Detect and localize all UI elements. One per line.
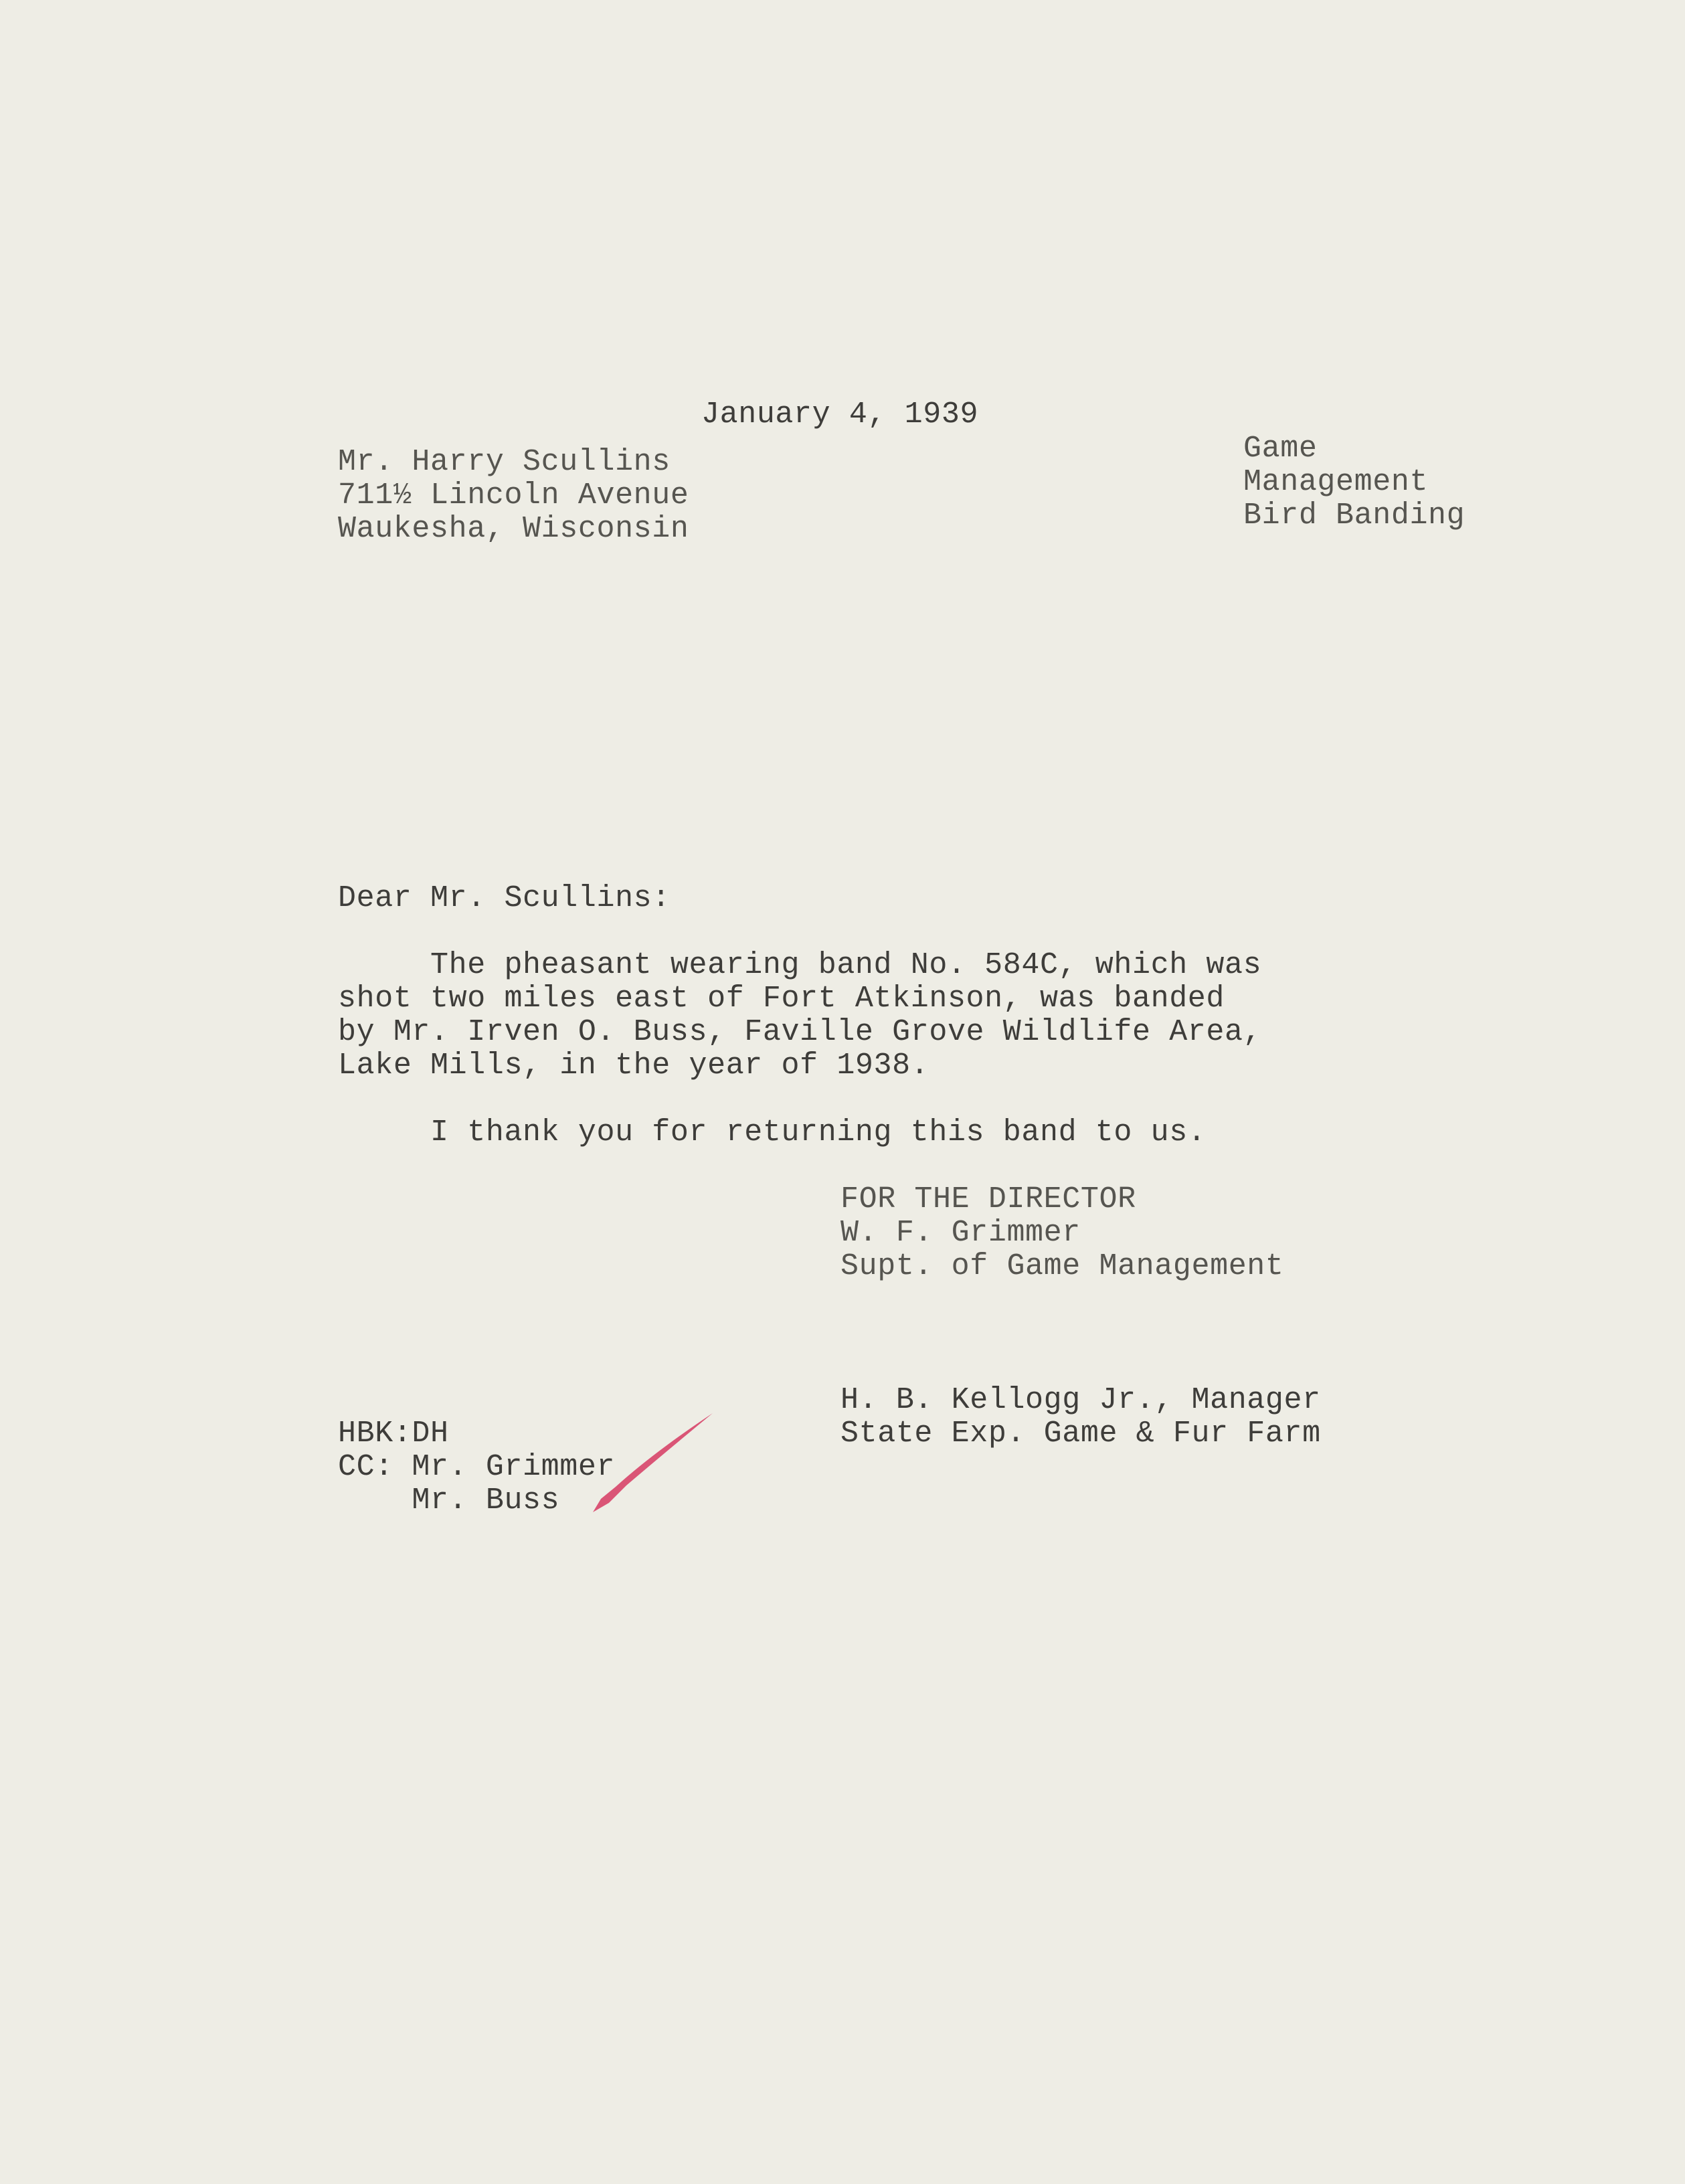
closing-line-3: Supt. of Game Management <box>840 1249 1284 1283</box>
body-line-3: by Mr. Irven O. Buss, Faville Grove Wildlife Area, <box>338 1015 1262 1049</box>
body-line-4: Lake Mills, in the year of 1938. <box>338 1049 929 1083</box>
subject-line-1: Game <box>1243 432 1318 466</box>
salutation: Dear Mr. Scullins: <box>338 881 671 915</box>
recipient-city: Waukesha, Wisconsin <box>338 512 689 546</box>
closing-line-2: W. F. Grimmer <box>840 1216 1081 1250</box>
recipient-street: 711½ Lincoln Avenue <box>338 478 689 513</box>
cc-line-2: Mr. Buss <box>338 1483 560 1518</box>
cc-line-1: CC: Mr. Grimmer <box>338 1450 616 1484</box>
letter-date: January 4, 1939 <box>701 397 979 432</box>
reference-initials: HBK:DH <box>338 1417 449 1451</box>
subject-line-3: Bird Banding <box>1243 498 1466 533</box>
signature-line-1: H. B. Kellogg Jr., Manager <box>840 1383 1321 1417</box>
subject-line-2: Management <box>1243 465 1429 499</box>
recipient-name: Mr. Harry Scullins <box>338 445 671 479</box>
body-line-2: shot two miles east of Fort Atkinson, was banded <box>338 982 1225 1016</box>
red-check-mark-icon <box>589 1413 716 1514</box>
closing-line-1: FOR THE DIRECTOR <box>840 1182 1136 1216</box>
body-paragraph-2: I thank you for returning this band to us. <box>338 1115 1207 1150</box>
body-line-1: The pheasant wearing band No. 584C, which was <box>338 948 1262 982</box>
signature-line-2: State Exp. Game & Fur Farm <box>840 1417 1321 1451</box>
